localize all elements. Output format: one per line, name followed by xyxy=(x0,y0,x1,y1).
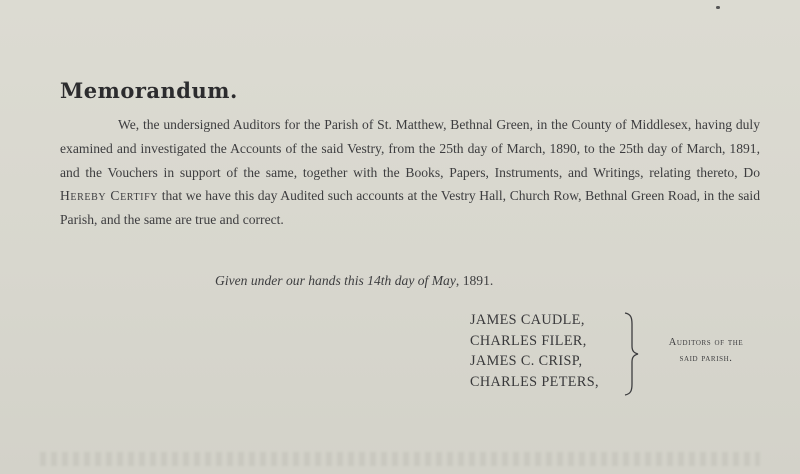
certification-paragraph xyxy=(60,113,760,232)
given-under-hands-line xyxy=(215,273,493,289)
ink-speck xyxy=(716,6,720,9)
paragraph-closing: that we have this day Audited such accounts at the Vestry Hall, Church Row, Bethnal Green Road, in the said Parish, and the same are true and correct. xyxy=(60,188,760,228)
auditor-name: JAMES C. CRISP, xyxy=(470,353,583,369)
auditor-name: CHARLES FILER, xyxy=(470,332,587,349)
right-curly-brace xyxy=(624,312,640,396)
role-line-1: Auditors of the xyxy=(668,337,744,348)
paragraph-opening: We, the undersigned Auditors for the Parish of St. Matthew, Bethnal Green, in the County of Middlesex, having duly examined and investigated the Accounts of the said Vestry, from the 25th day of March, 1890, to the 25th day of March, 1891, and the Vouchers in support of the same, together with the Books, Papers, Instruments, and Writings, relating thereto, Do xyxy=(60,117,760,180)
memorandum-heading: Memorandum. xyxy=(60,78,238,103)
role-line-2: said parish. xyxy=(679,353,733,364)
given-date: 14th day of May xyxy=(367,273,456,288)
auditor-name: JAMES CAUDLE, xyxy=(470,312,585,328)
auditors-role-label xyxy=(646,335,766,367)
given-year: , 1891. xyxy=(455,273,494,288)
given-prefix: Given under our hands this xyxy=(215,273,368,288)
hereby-certify-phrase: Hereby Certify xyxy=(60,188,159,204)
bleed-through-text xyxy=(40,452,760,466)
auditor-names-list xyxy=(470,310,599,392)
auditor-name: CHARLES PETERS, xyxy=(470,373,599,390)
